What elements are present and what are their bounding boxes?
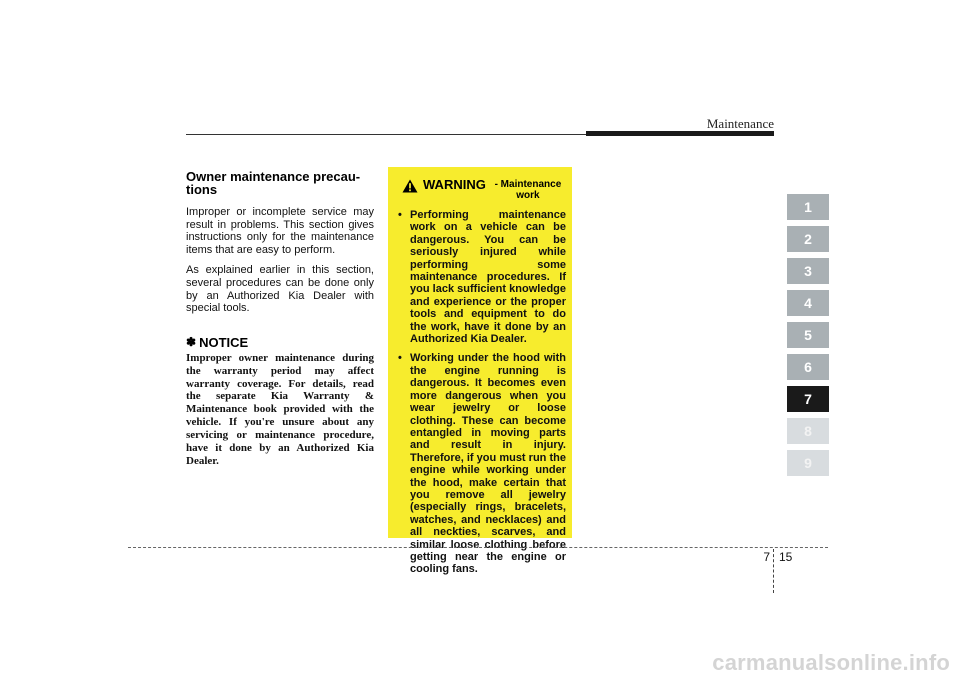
footer-divider (773, 549, 774, 593)
notice-heading (186, 335, 374, 350)
intro-paragraph: Improper or incomplete service may result in problems. This section gives instructions only for the maintenance items that are easy to perform. (186, 206, 374, 256)
notice-text: Improper owner maintenance during the warranty period may affect warranty coverage. For details, read the separate Kia Warranty & Maintenance book provided with the vehicle. If you're unsure about any servicing or maintenance procedure, have it done by an Authorized Kia Dealer. (186, 351, 374, 467)
watermark: carmanualsonline.info (712, 650, 950, 675)
page-chapter-number: 7 (763, 550, 770, 564)
warning-item: • Performing maintenance work on a vehicle can be dangerous. You can be seriously injured while performing some maintenance procedures. If you lack sufficient knowledge and experience or the proper tools and equipment to do the work, have it done by an Authorized Kia Dealer. (398, 209, 566, 346)
warning-box (388, 167, 572, 576)
chapter-tab-6[interactable]: 6 (787, 354, 829, 380)
warning-header (402, 175, 566, 201)
chapter-tab-7[interactable]: 7 (787, 386, 829, 412)
bullet-icon: • (398, 209, 402, 221)
chapter-tab-3[interactable]: 3 (787, 258, 829, 284)
footer-rule (128, 547, 828, 548)
warning-triangle-icon (402, 179, 418, 193)
left-column (186, 170, 374, 468)
section-heading: Owner maintenance precau- tions (186, 169, 361, 197)
page-number: 15 (779, 550, 793, 564)
warning-subtitle: - Maintenance work (494, 179, 562, 201)
section-title: Maintenance (706, 116, 774, 131)
chapter-tab-5[interactable]: 5 (787, 322, 829, 348)
warning-list (398, 209, 566, 576)
warning-label: WARNING (423, 177, 486, 192)
dealer-paragraph: As explained earlier in this section, several procedures can be done only by an Authorized Kia Dealer with special tools. (186, 264, 374, 315)
chapter-tab-8[interactable]: 8 (787, 418, 829, 444)
notice-label: NOTICE (199, 334, 249, 350)
chapter-tab-4[interactable]: 4 (787, 290, 829, 316)
chapter-tab-1[interactable]: 1 (787, 194, 829, 220)
chapter-tabs (787, 194, 829, 482)
chapter-tab-2[interactable]: 2 (787, 226, 829, 252)
bullet-icon: • (398, 352, 402, 365)
chapter-tab-9[interactable]: 9 (787, 450, 829, 476)
header-rule-accent (586, 131, 774, 136)
notice-star-icon: ✽ (186, 335, 197, 350)
warning-item: • Working under the hood with the engine running is dangerous. It becomes even more dangerous when you wear jewelry or loose clothing. These can become entangled in moving parts and result in injury. Therefore, if you must run the engine while working under the hood, make certain that you remove all jewelry (especially rings, bracelets, watches, and necklaces) and all neckties, scarves, and similar loose clothing before getting near the engine or cooling fans. (398, 352, 566, 576)
